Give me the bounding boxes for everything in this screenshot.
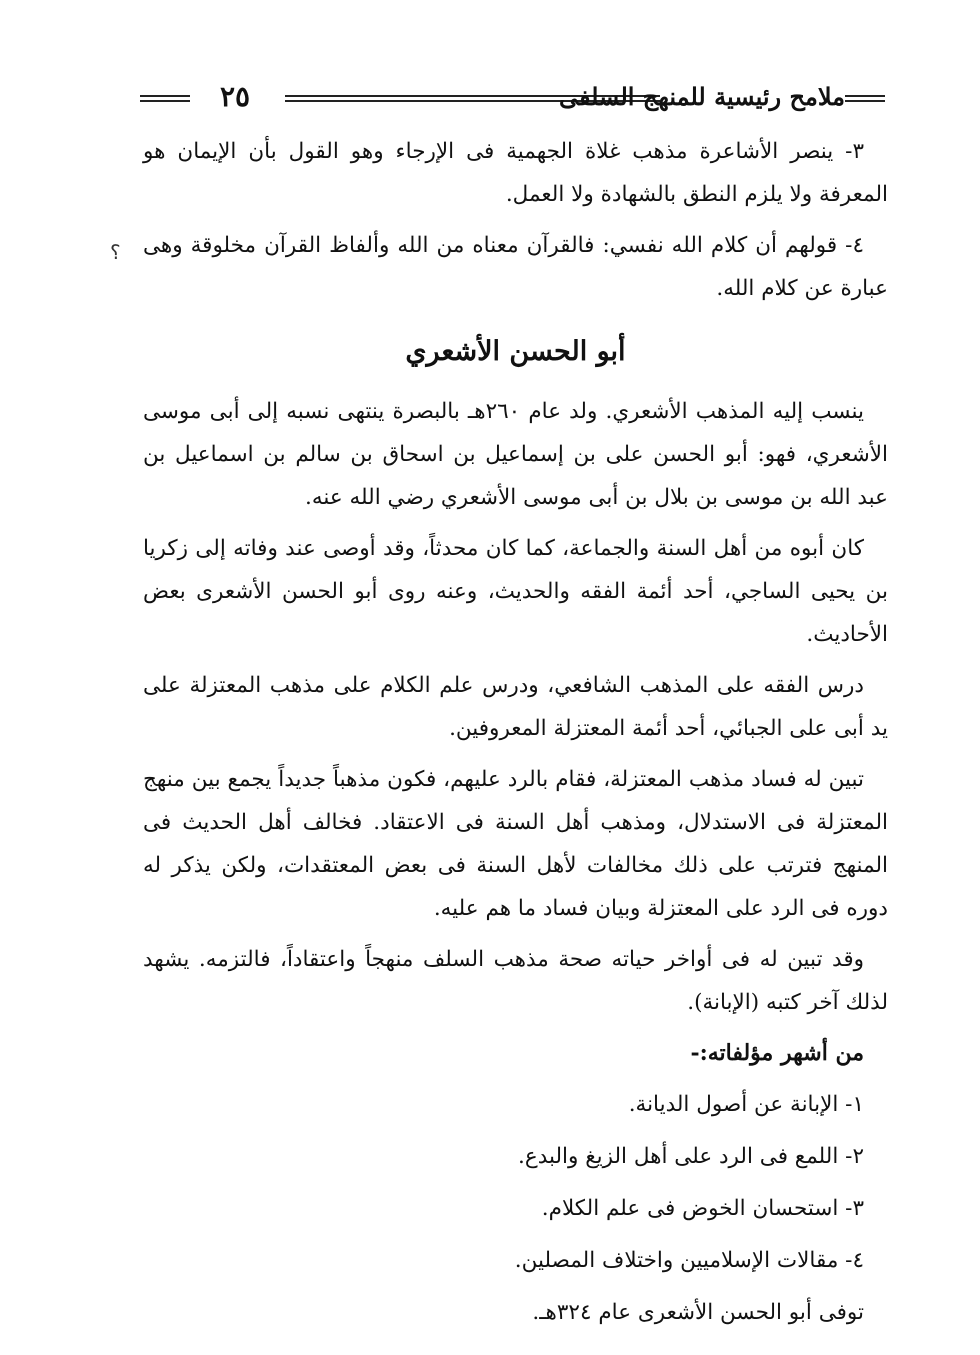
page-content	[143, 130, 888, 1341]
body-paragraph-method: تبين له فساد مذهب المعتزلة، فقام بالرد عليهم، فكون مذهباً جديداً يجمع بين منهج المعتزلة فى الاستدلال، ومذهب أهل السنة فى الاعتقاد. فخالف أهل الحديث فى المنهج فترتب على ذلك مخالفات لأهل السنة فى بعض المعتقدات، ولكن يذكر له دوره فى الرد على المعتزلة وبيان فساد ما هم عليه.	[143, 767, 888, 921]
closing-line: توفى أبو الحسن الأشعرى عام ٣٢٤هـ.	[532, 1300, 864, 1325]
body-paragraph-lineage: ينسب إليه المذهب الأشعري. ولد عام ٢٦٠هـ بالبصرة ينتهى نسبه إلى أبى موسى الأشعري، فهو: أبو الحسن على بن إسماعيل بن اسحاق بن سالم بن اسماعيل بن عبد الله بن موسى بن بلال بن أبى موسى الأشعري رضي الله عنه.	[143, 399, 888, 510]
works-item: ٣- استحسان الخوض فى علم الكلام.	[541, 1196, 864, 1221]
body-paragraph-study: درس الفقه على المذهب الشافعي، ودرس علم الكلام على مذهب المعتزلة على يد أبى على الجبائي، أحد أئمة المعتزلة المعروفين.	[143, 673, 888, 741]
body-paragraph-father: كان أبوه من أهل السنة والجماعة، كما كان محدثاً، وقد أوصى عند وفاته إلى زكريا بن يحيى الساجي، أحد أئمة الفقه والحديث، وعنه روى أبو الحسن الأشعرى بعض الأحاديث.	[143, 536, 888, 647]
works-item: ١- الإبانة عن أصول الديانة.	[628, 1092, 864, 1117]
works-item: ٢- اللمع فى الرد على أهل الزيغ والبدع.	[518, 1144, 864, 1169]
works-item: ٤- مقالات الإسلاميين واختلاف المصلين.	[514, 1248, 864, 1273]
body-paragraph-later-life: وقد تبين له فى أواخر حياته صحة مذهب السلف منهجاً واعتقاداً، فالتزمه. يشهد لذلك آخر كتبه (الإبانة).	[143, 947, 888, 1015]
page-header	[140, 80, 885, 120]
margin-question-mark: ؟	[110, 240, 121, 264]
header-rule-left	[140, 95, 190, 102]
header-rule-right	[845, 95, 885, 102]
page-number: ٢٥	[220, 80, 251, 113]
section-title: أبو الحسن الأشعري	[405, 336, 626, 367]
numbered-paragraph-3: ٣- ينصر الأشاعرة مذهب غلاة الجهمية فى الإرجاء وهو القول بأن الإيمان هو المعرفة ولا يلزم النطق بالشهادة ولا العمل.	[143, 139, 888, 207]
works-heading: من أشهر مؤلفاته:-	[690, 1040, 864, 1066]
running-title: ملامح رئيسية للمنهج السلفى	[558, 82, 845, 111]
numbered-paragraph-4: ٤- قولهم أن كلام الله نفسي: فالقرآن معناه من الله وألفاظ القرآن مخلوقة وهى عبارة عن كلام الله.	[143, 233, 888, 301]
